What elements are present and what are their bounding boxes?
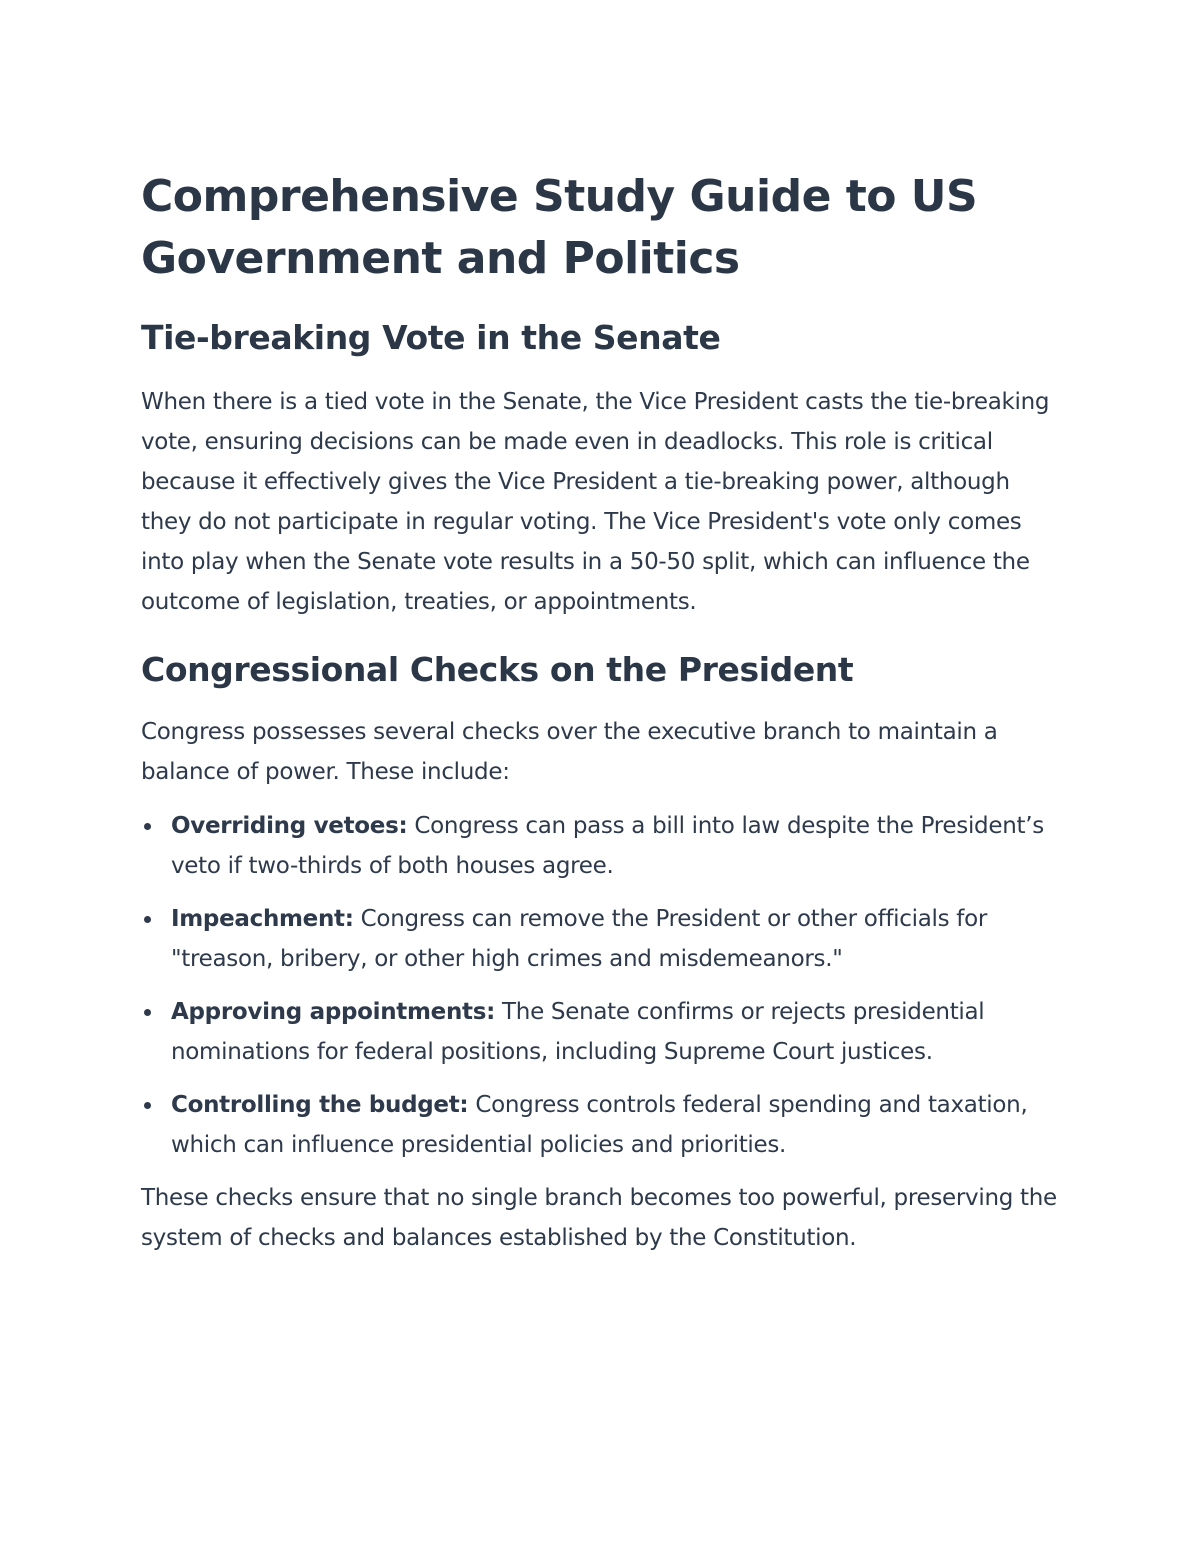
document-title: Comprehensive Study Guide to US Government and Politics bbox=[141, 171, 978, 284]
list-item-text: The Senate confirms or rejects presidential nominations for federal positions, including Supreme Court justices. bbox=[171, 999, 985, 1065]
list-item bbox=[141, 992, 1061, 1072]
list-item-term: Impeachment: bbox=[171, 906, 354, 932]
list-item-term: Approving appointments: bbox=[171, 999, 496, 1025]
list-item-text: Congress can pass a bill into law despite the President’s veto if two-thirds of both houses agree. bbox=[171, 813, 1044, 879]
section-intro-congressional-checks: Congress possesses several checks over the executive branch to maintain a balance of power. These include: bbox=[141, 719, 998, 785]
checks-list bbox=[141, 806, 1061, 1165]
bullet-icon bbox=[144, 823, 151, 830]
section-heading-tie-breaking: Tie-breaking Vote in the Senate bbox=[141, 318, 721, 357]
section-paragraph-tie-breaking: When there is a tied vote in the Senate, the Vice President casts the tie-breaking vote, ensuring decisions can be made even in deadlocks. This role is critical because it effectively gives the Vice President a tie-breaking power, although they do not participate in regular voting. The Vice President's vote only comes into play when the Senate vote results in a 50-50 split, which can influence the outcome of legislation, treaties, or appointments. bbox=[141, 389, 1050, 615]
document-page bbox=[141, 166, 1061, 1258]
list-item bbox=[141, 806, 1061, 886]
section-heading-congressional-checks: Congressional Checks on the President bbox=[141, 650, 854, 689]
list-item-text: Congress can remove the President or other officials for "treason, bribery, or other high crimes and misdemeanors." bbox=[171, 906, 988, 972]
list-item bbox=[141, 1085, 1061, 1165]
bullet-icon bbox=[144, 1102, 151, 1109]
section-closing-paragraph: These checks ensure that no single branch becomes too powerful, preserving the system of checks and balances established by the Constitution. bbox=[141, 1185, 1057, 1251]
list-item-text: Congress controls federal spending and taxation, which can influence presidential policies and priorities. bbox=[171, 1092, 1028, 1158]
bullet-icon bbox=[144, 1009, 151, 1016]
list-item bbox=[141, 899, 1061, 979]
list-item-term: Overriding vetoes: bbox=[171, 813, 408, 839]
bullet-icon bbox=[144, 916, 151, 923]
list-item-term: Controlling the budget: bbox=[171, 1092, 469, 1118]
